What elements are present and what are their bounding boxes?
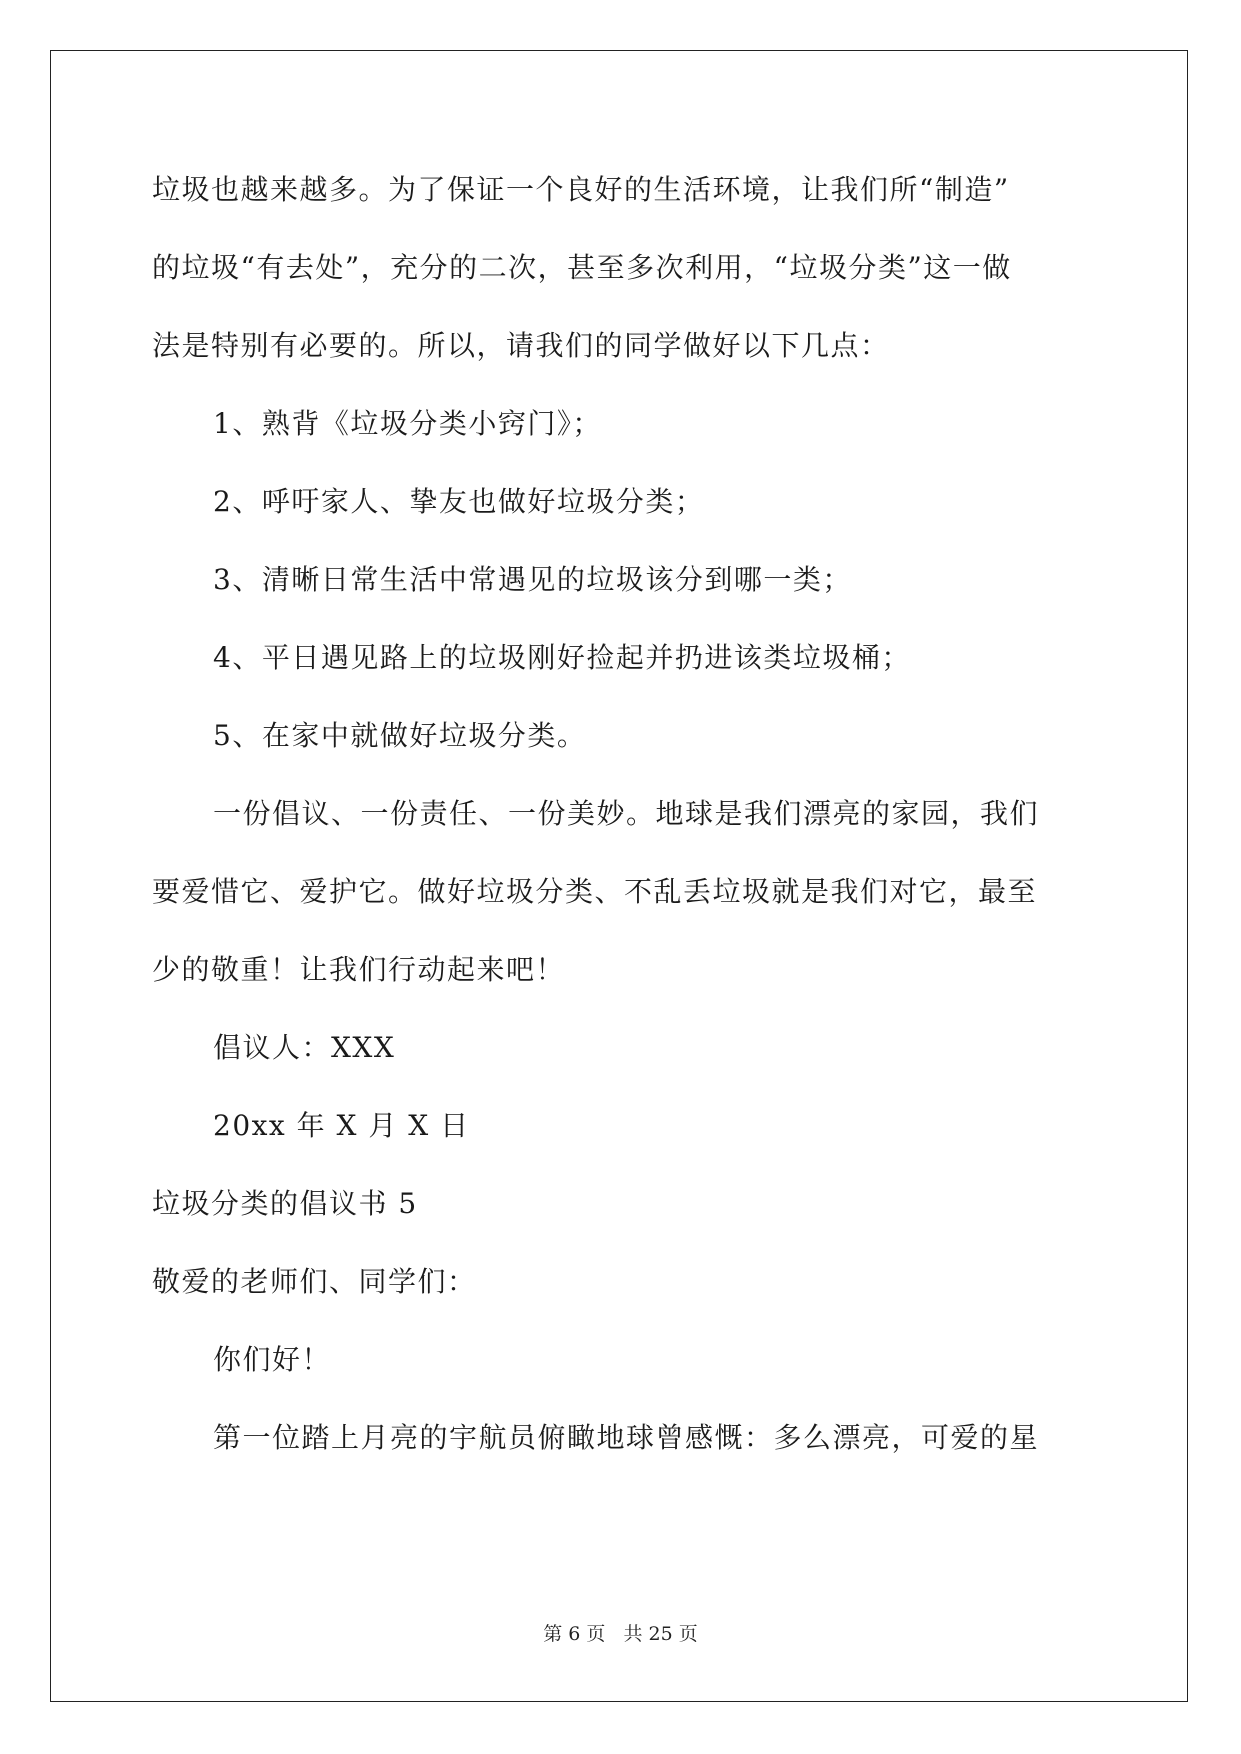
body-line: 少的敬重！让我们行动起来吧！	[152, 953, 566, 986]
body-line: 的垃圾“有去处”，充分的二次，甚至多次利用，“垃圾分类”这一做	[152, 251, 1012, 284]
list-item: 2、呼吁家人、挚友也做好垃圾分类；	[213, 485, 705, 518]
body-line: 法是特别有必要的。所以，请我们的同学做好以下几点：	[152, 329, 890, 362]
list-item: 1、熟背《垃圾分类小窍门》；	[213, 407, 602, 440]
section-title: 垃圾分类的倡议书 5	[152, 1187, 418, 1220]
body-line: 第一位踏上月亮的宇航员俯瞰地球曾感慨：多么漂亮，可爱的星	[213, 1421, 1040, 1454]
list-item: 4、平日遇见路上的垃圾刚好捡起并扔进该类垃圾桶；	[213, 641, 911, 674]
date-line: 20xx 年 X 月 X 日	[213, 1109, 470, 1142]
salutation: 敬爱的老师们、同学们：	[152, 1265, 477, 1298]
greeting: 你们好！	[213, 1343, 332, 1376]
page-number: 第 6 页	[543, 1623, 606, 1645]
page-total: 共 25 页	[623, 1623, 698, 1645]
body-line: 要爱惜它、爱护它。做好垃圾分类、不乱丢垃圾就是我们对它，最至	[152, 875, 1038, 908]
body-line: 垃圾也越来越多。为了保证一个良好的生活环境，让我们所“制造”	[152, 173, 1010, 206]
signature-line: 倡议人：XXX	[213, 1031, 396, 1064]
body-line: 一份倡议、一份责任、一份美妙。地球是我们漂亮的家园，我们	[213, 797, 1040, 830]
list-item: 3、清晰日常生活中常遇见的垃圾该分到哪一类；	[213, 563, 852, 596]
list-item: 5、在家中就做好垃圾分类。	[213, 719, 587, 752]
page-footer	[0, 1622, 1241, 1646]
